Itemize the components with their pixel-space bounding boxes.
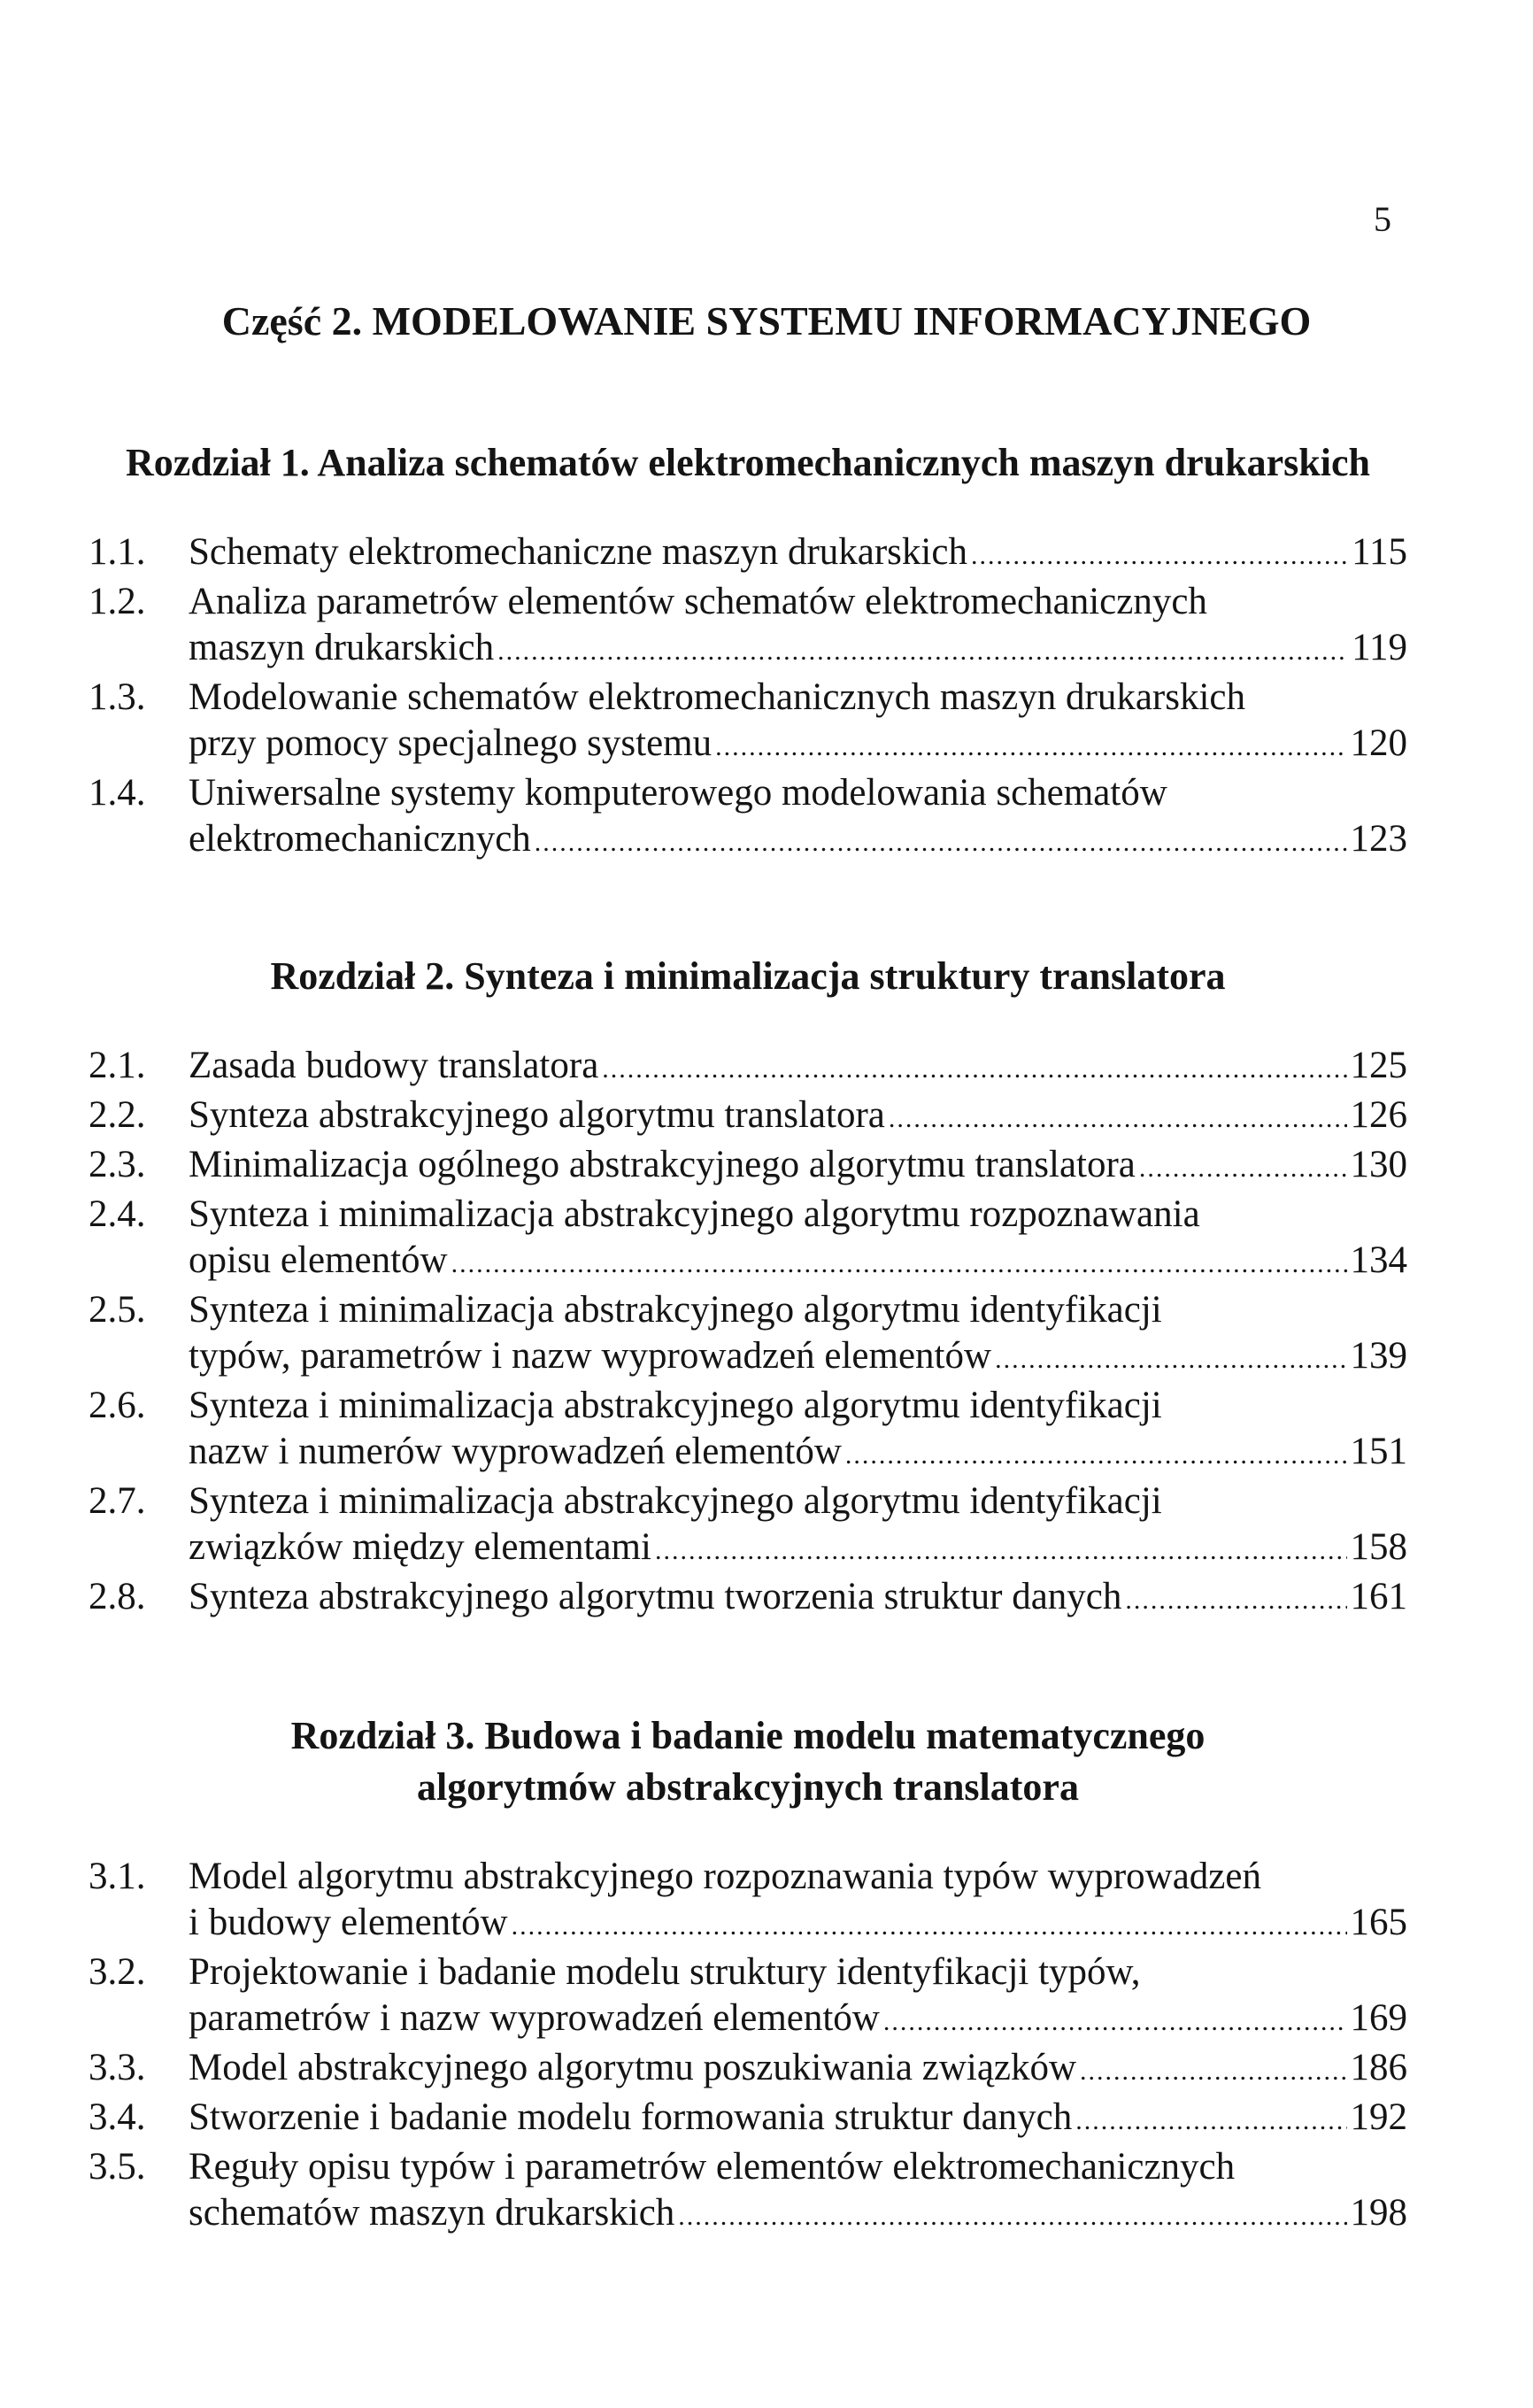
dot-leader [1139,1146,1347,1192]
toc-entry [89,2144,1407,2240]
entry-page-number: 192 [1350,2096,1407,2138]
entry-title-line: Projektowanie i badanie modelu struktury identyfikacji typów, [189,1951,1141,1993]
dot-leader [512,1903,1347,1949]
entry-page-number: 115 [1352,531,1407,573]
toc-entry [89,1478,1407,1574]
chapter-label: Rozdział 2. [270,954,455,998]
entry-number: 2.4. [89,1193,146,1235]
entry-title-final-line [189,1092,1407,1142]
chapter-title: Synteza i minimalizacja struktury translatora [464,954,1226,998]
entry-page-number: 165 [1350,1902,1407,1943]
entry-title-line: Synteza i minimalizacja abstrakcyjnego algorytmu identyfikacji [189,1289,1162,1331]
entry-title-line: Uniwersalne systemy komputerowego modelowania schematów [189,772,1167,814]
entry-title-final-line [189,1524,1407,1574]
entry-title-line: elektromechanicznych [189,818,531,860]
entry-body [189,1854,1407,1949]
toc-entry [89,2095,1407,2144]
dot-leader [845,1432,1347,1478]
dot-leader [995,1337,1346,1383]
entry-body [189,1949,1407,2045]
dot-leader [1075,2098,1346,2144]
part-title: Część 2. MODELOWANIE SYSTEMU INFORMACYJNEGO [221,298,1312,343]
dot-leader [535,820,1347,866]
entry-title-final-line [189,721,1407,770]
entry-title-final-line [189,1333,1407,1383]
entry-number: 2.7. [89,1480,146,1522]
entry-body [189,2045,1407,2095]
dot-leader [451,1241,1347,1287]
entry-title-line: Modelowanie schematów elektromechanicznych maszyn drukarskich [189,676,1246,718]
entry-title-final-line [189,1995,1407,2045]
entry-page-number: 158 [1350,1526,1407,1568]
dot-leader [497,629,1348,675]
dot-leader [715,724,1346,770]
entry-body [189,579,1407,675]
entry-title-final-line [189,2095,1407,2144]
entry-number: 1.4. [89,772,146,814]
entry-title-line: Schematy elektromechaniczne maszyn drukarskich [189,531,967,573]
toc-entry [89,770,1407,866]
entry-number: 1.2. [89,581,146,622]
entry-number: 2.8. [89,1576,146,1617]
entry-title-line: maszyn drukarskich [189,627,495,668]
entry-title-final-line [189,1142,1407,1192]
chapter-heading [89,1710,1407,1813]
entry-body [189,1192,1407,1287]
entry-title-line: Model abstrakcyjnego algorytmu poszukiwania związków [189,2047,1077,2088]
entry-body [189,1092,1407,1142]
chapter-1 [89,437,1407,866]
entry-body [189,675,1407,770]
dot-leader [1080,2049,1346,2095]
entry-title-line: Analiza parametrów elementów schematów elektromechanicznych [189,581,1207,622]
entry-body [189,1574,1407,1624]
toc-entry [89,1383,1407,1478]
entry-page-number: 161 [1350,1576,1407,1617]
toc-entry [89,1092,1407,1142]
entry-title-line: i budowy elementów [189,1902,508,1943]
toc-entry [89,2045,1407,2095]
entry-title-line: typów, parametrów i nazw wyprowadzeń elementów [189,1335,992,1377]
entry-body [189,1383,1407,1478]
entry-number: 2.3. [89,1144,146,1185]
entry-body [189,1287,1407,1383]
toc-entry [89,1949,1407,2045]
dot-leader [602,1046,1346,1092]
page-number: 5 [1374,199,1391,239]
entry-page-number: 125 [1350,1045,1407,1086]
entry-list [89,529,1407,866]
entry-title-line: Stworzenie i badanie modelu formowania struktur danych [189,2096,1073,2138]
entry-title-final-line [189,1429,1407,1478]
entry-title-line: związków między elementami [189,1526,651,1568]
entry-title-final-line [189,1900,1407,1949]
entry-title-final-line [189,1238,1407,1287]
entry-title-final-line [189,1043,1407,1092]
entry-body [189,770,1407,866]
entry-list [89,1043,1407,1624]
entry-number: 3.3. [89,2047,146,2088]
entry-page-number: 120 [1350,722,1407,764]
chapter-title: Analiza schematów elektromechanicznych maszyn drukarskich [317,441,1370,484]
entry-title-line: Synteza i minimalizacja abstrakcyjnego algorytmu identyfikacji [189,1385,1162,1426]
entry-page-number: 139 [1350,1335,1407,1377]
entry-title-line: Reguły opisu typów i parametrów elementów elektromechanicznych [189,2146,1236,2188]
entry-title-line: nazw i numerów wyprowadzeń elementów [189,1431,842,1472]
entry-title-final-line [189,625,1407,675]
entry-body [189,2095,1407,2144]
entry-body [189,2144,1407,2240]
entry-number: 2.2. [89,1094,146,1136]
entry-title-final-line [189,529,1407,579]
toc-entry [89,1142,1407,1192]
entry-page-number: 151 [1350,1431,1407,1472]
entry-page-number: 198 [1350,2192,1407,2234]
chapter-label: Rozdział 3. [290,1714,475,1757]
entry-page-number: 123 [1350,818,1407,860]
entry-title-final-line [189,1574,1407,1624]
toc-entry [89,1574,1407,1624]
chapter-heading [89,437,1407,489]
entry-title-line: schematów maszyn drukarskich [189,2192,675,2234]
entry-page-number: 169 [1350,1997,1407,2039]
toc-entry [89,1854,1407,1949]
toc-entry [89,529,1407,579]
entry-title-line: opisu elementów [189,1239,448,1281]
chapter-label: Rozdział 1. [126,441,310,484]
entry-number: 3.5. [89,2146,146,2188]
entry-number: 2.5. [89,1289,146,1331]
dot-leader [883,1999,1347,2045]
toc-entry [89,1192,1407,1287]
entry-number: 3.2. [89,1951,146,1993]
entry-title-line: Synteza i minimalizacja abstrakcyjnego algorytmu identyfikacji [189,1480,1162,1522]
entry-title-line: Synteza i minimalizacja abstrakcyjnego algorytmu rozpoznawania [189,1193,1200,1235]
entry-body [189,1043,1407,1092]
entry-title-line: parametrów i nazw wyprowadzeń elementów [189,1997,880,2039]
entry-list [89,1854,1407,2240]
toc-entry [89,1287,1407,1383]
entry-title-final-line [189,2190,1407,2240]
entry-page-number: 119 [1352,627,1407,668]
entry-number: 3.4. [89,2096,146,2138]
entry-title-final-line [189,816,1407,866]
entry-title-line: Minimalizacja ogólnego abstrakcyjnego algorytmu translatora [189,1144,1136,1185]
entry-number: 2.1. [89,1045,146,1086]
entry-title-line: Synteza abstrakcyjnego algorytmu tworzenia struktur danych [189,1576,1122,1617]
toc-entry [89,675,1407,770]
entry-title-line: przy pomocy specjalnego systemu [189,722,713,764]
entry-title-line: Synteza abstrakcyjnego algorytmu translatora [189,1094,885,1136]
entry-number: 3.1. [89,1856,146,1897]
dot-leader [971,533,1348,579]
entry-number: 1.3. [89,676,146,718]
entry-title-final-line [189,2045,1407,2095]
dot-leader [678,2194,1346,2240]
chapter-heading [89,951,1407,1002]
entry-body [189,1142,1407,1192]
entry-page-number: 126 [1350,1094,1407,1136]
dot-leader [1125,1578,1346,1624]
entry-page-number: 186 [1350,2047,1407,2088]
entry-body [189,529,1407,579]
entry-page-number: 134 [1350,1239,1407,1281]
dot-leader [655,1528,1347,1574]
entry-number: 1.1. [89,531,146,573]
entry-page-number: 130 [1350,1144,1407,1185]
chapter-3 [89,1710,1407,2240]
entry-number: 2.6. [89,1385,146,1426]
chapter-title: Budowa i badanie modelu matematycznego algorytmów abstrakcyjnych translatora [417,1714,1206,1809]
entry-title-line: Zasada budowy translatora [189,1045,599,1086]
chapter-2 [89,951,1407,1624]
toc-entry [89,579,1407,675]
toc-entry [89,1043,1407,1092]
entry-body [189,1478,1407,1574]
entry-title-line: Model algorytmu abstrakcyjnego rozpoznawania typów wyprowadzeń [189,1856,1261,1897]
dot-leader [889,1096,1347,1142]
